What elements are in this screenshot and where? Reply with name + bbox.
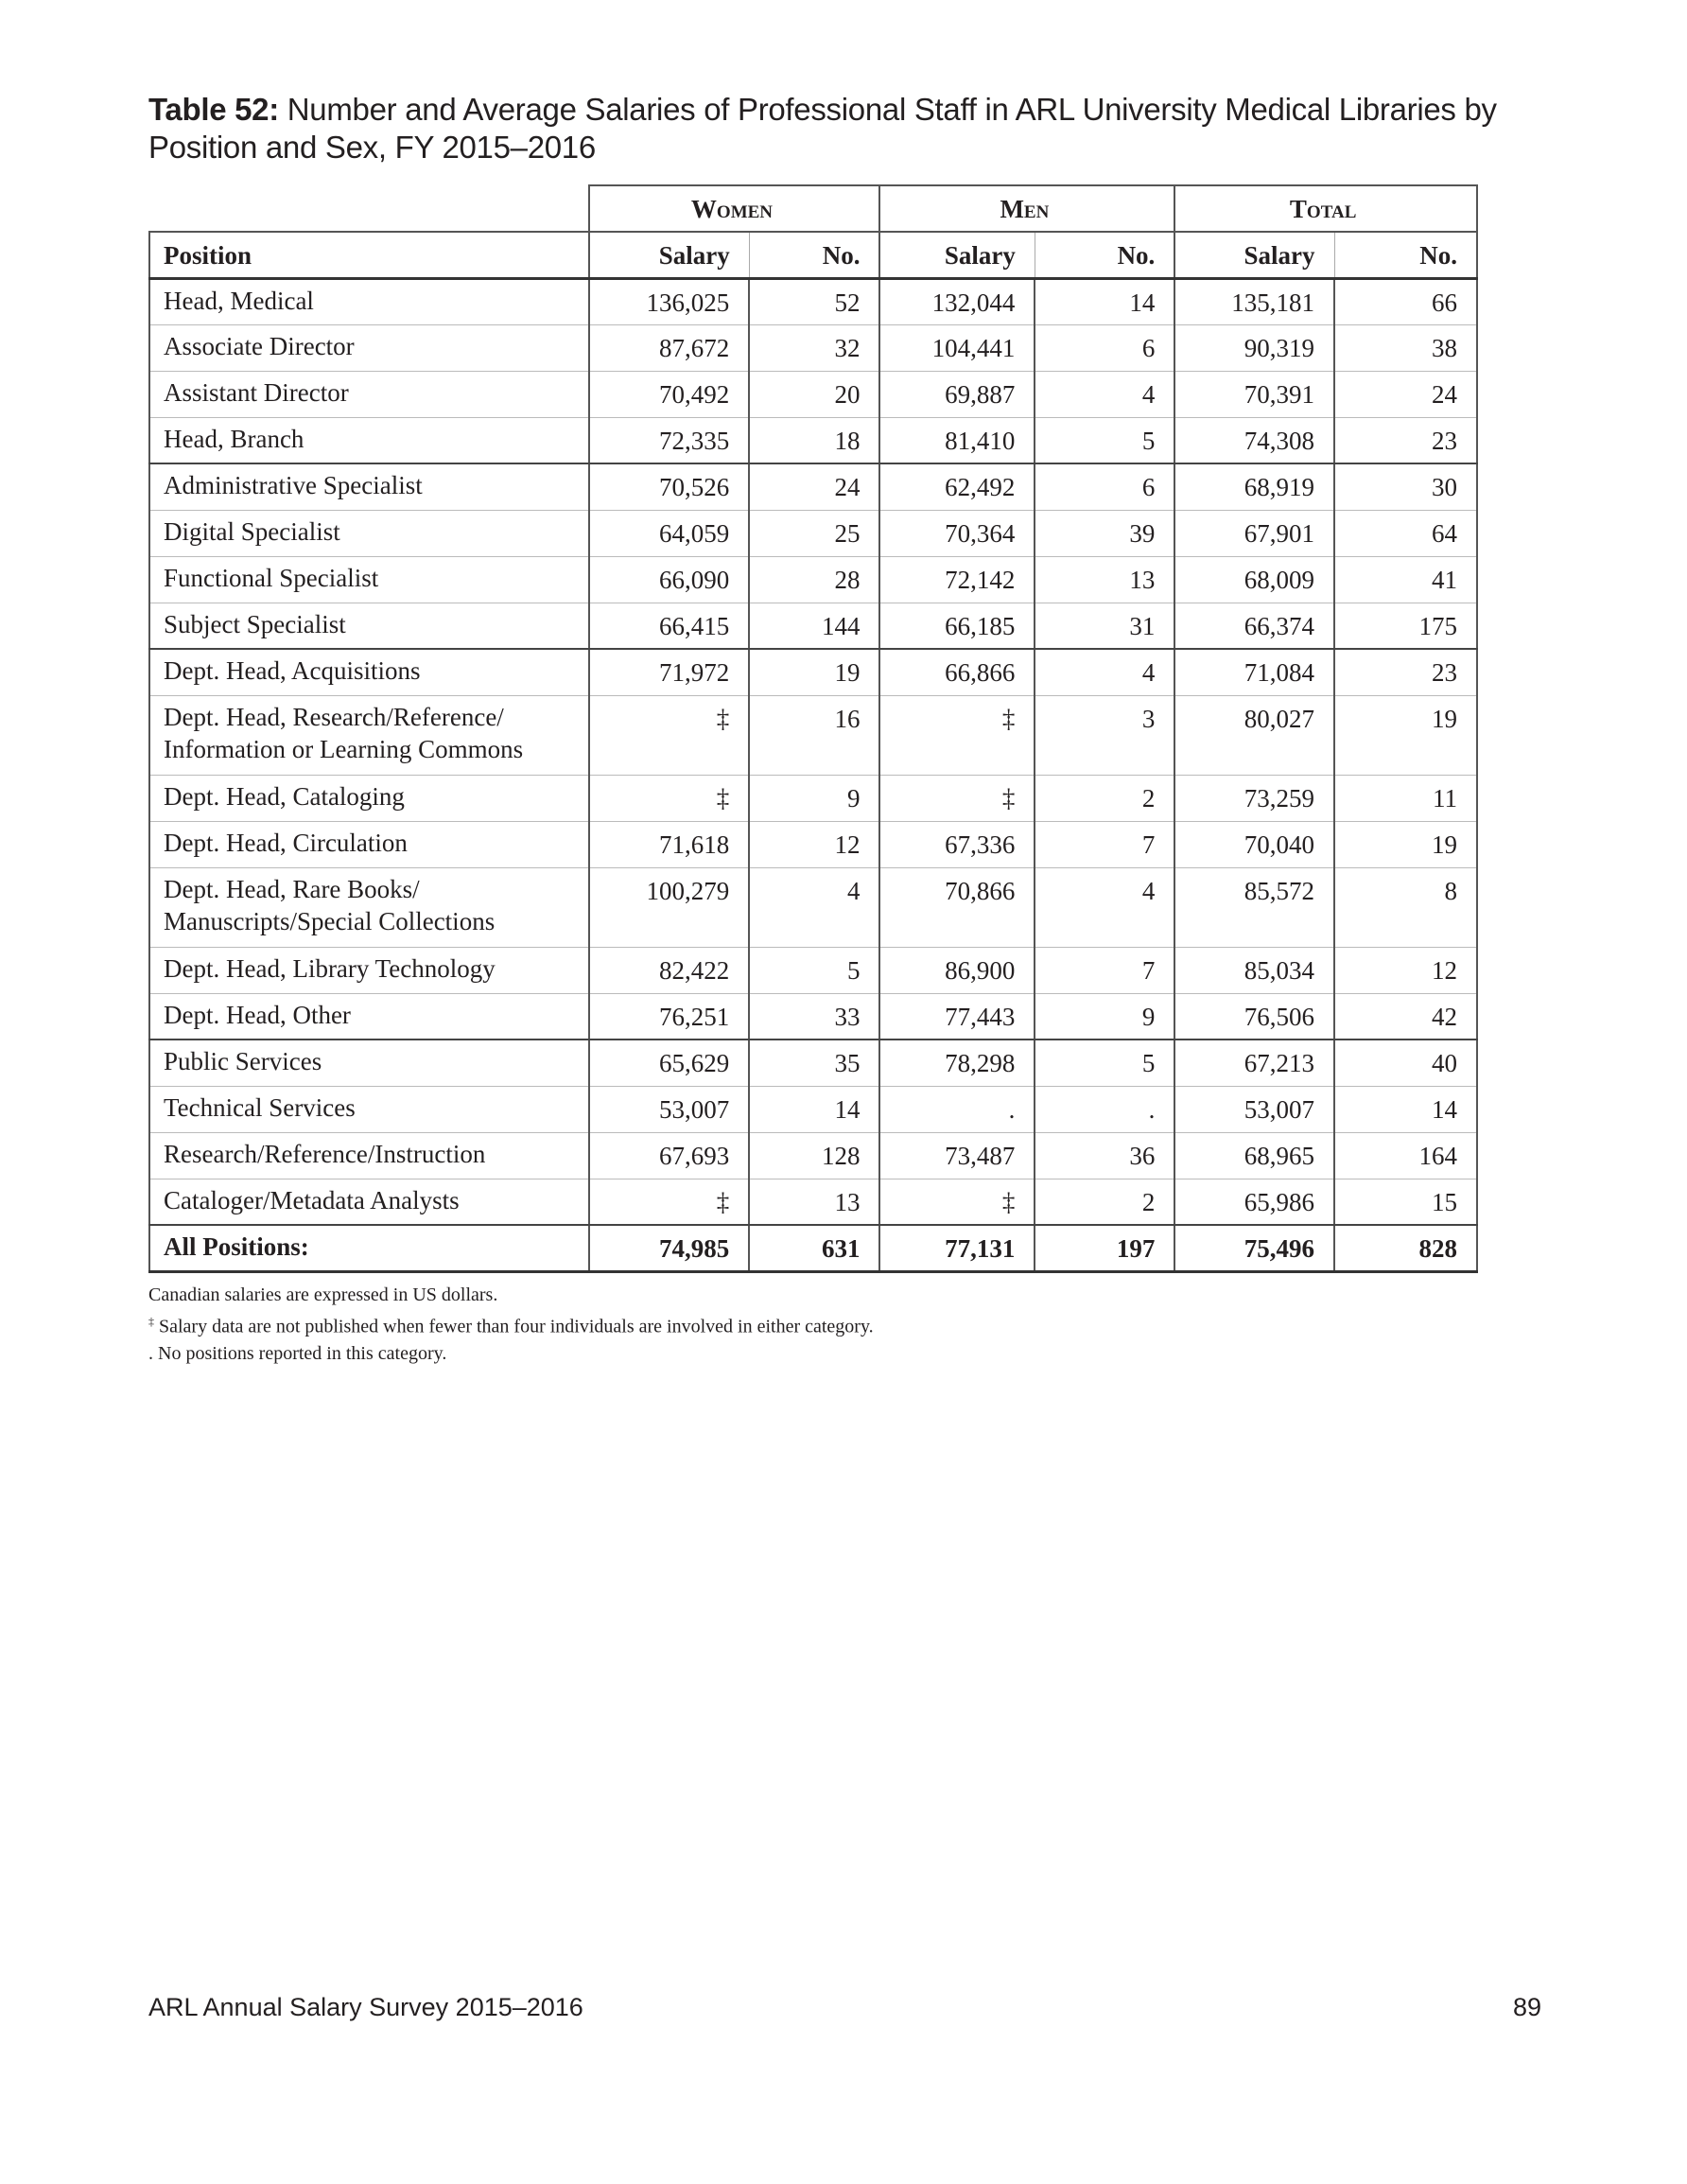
cell-men-salary: . [879,1086,1035,1132]
table-row [149,1132,1477,1179]
cell-total-no: 23 [1334,649,1477,695]
cell-men-no: 31 [1035,603,1174,649]
cell-total-no: 40 [1334,1040,1477,1086]
cell-men-no: 5 [1035,417,1174,463]
cell-men-salary: 77,131 [879,1225,1035,1271]
cell-men-no: 5 [1035,1040,1174,1086]
cell-position [149,867,589,947]
cell-women-salary: 82,422 [589,947,749,993]
cell-women-salary: 53,007 [589,1086,749,1132]
table-row [149,947,1477,993]
cell-women-no: 20 [749,371,879,417]
column-header-total-salary: Salary [1174,232,1334,278]
cell-men-salary: 77,443 [879,993,1035,1040]
footer-publication: ARL Annual Salary Survey 2015–2016 [148,1993,583,2021]
table-row [149,695,1477,775]
table-row [149,278,1477,324]
cell-total-no: 19 [1334,821,1477,867]
cell-women-salary: 76,251 [589,993,749,1040]
cell-women-no: 19 [749,649,879,695]
group-header-total: Total [1174,185,1477,232]
cell-men-salary: 78,298 [879,1040,1035,1086]
cell-total-no: 64 [1334,510,1477,556]
cell-total-salary: 71,084 [1174,649,1334,695]
cell-women-no: 12 [749,821,879,867]
cell-men-no: 2 [1035,775,1174,821]
cell-women-salary: 70,492 [589,371,749,417]
cell-total-salary: 85,572 [1174,867,1334,947]
blank-header-cell [149,185,589,232]
cell-men-no: 14 [1035,278,1174,324]
cell-men-salary: 70,364 [879,510,1035,556]
cell-men-salary: 62,492 [879,463,1035,510]
table-row [149,1086,1477,1132]
cell-men-salary: 70,866 [879,867,1035,947]
cell-total-no: 828 [1334,1225,1477,1271]
cell-women-no: 14 [749,1086,879,1132]
double-dagger-symbol: ‡ [148,1315,154,1328]
cell-total-no: 175 [1334,603,1477,649]
cell-total-salary: 66,374 [1174,603,1334,649]
cell-women-no: 631 [749,1225,879,1271]
table-body [149,278,1477,1271]
column-header-position: Position [149,232,589,278]
column-header-women-salary: Salary [589,232,749,278]
cell-men-salary: 132,044 [879,278,1035,324]
table-row [149,371,1477,417]
cell-position: Public Services [149,1040,589,1086]
cell-position: Head, Branch [149,417,589,463]
group-header-men: Men [879,185,1174,232]
cell-women-no: 33 [749,993,879,1040]
cell-women-no: 28 [749,556,879,603]
cell-women-salary: 71,618 [589,821,749,867]
cell-total-salary: 73,259 [1174,775,1334,821]
cell-total-no: 30 [1334,463,1477,510]
cell-total-salary: 68,919 [1174,463,1334,510]
cell-total-salary: 80,027 [1174,695,1334,775]
cell-total-salary: 74,308 [1174,417,1334,463]
cell-total-salary: 53,007 [1174,1086,1334,1132]
cell-total-no: 14 [1334,1086,1477,1132]
cell-women-no: 128 [749,1132,879,1179]
cell-men-no: 2 [1035,1179,1174,1225]
cell-men-salary: ‡ [879,1179,1035,1225]
table-row [149,1179,1477,1225]
cell-total-salary: 67,213 [1174,1040,1334,1086]
cell-men-no: 6 [1035,463,1174,510]
note-suppressed: ‡ Salary data are not published when fewer than four individuals are involved in either category. [148,1315,874,1337]
cell-total-salary: 70,040 [1174,821,1334,867]
cell-women-salary: 72,335 [589,417,749,463]
cell-women-no: 144 [749,603,879,649]
page-number: 89 [1512,1993,1541,2021]
cell-women-no: 24 [749,463,879,510]
cell-position: Cataloger/Metadata Analysts [149,1179,589,1225]
cell-position [149,695,589,775]
cell-position: Dept. Head, Library Technology [149,947,589,993]
table-row [149,556,1477,603]
column-header-women-no: No. [749,232,879,278]
cell-women-salary: 66,415 [589,603,749,649]
cell-women-salary: 100,279 [589,867,749,947]
table-row [149,775,1477,821]
cell-women-salary: ‡ [589,775,749,821]
cell-men-salary: 86,900 [879,947,1035,993]
cell-position: Administrative Specialist [149,463,589,510]
cell-women-no: 18 [749,417,879,463]
cell-total-no: 38 [1334,324,1477,371]
position-line-2: Manuscripts/Special Collections [164,906,496,935]
cell-total-salary: 85,034 [1174,947,1334,993]
cell-men-no: . [1035,1086,1174,1132]
cell-men-no: 7 [1035,821,1174,867]
table-row [149,867,1477,947]
cell-total-no: 11 [1334,775,1477,821]
cell-men-no: 4 [1035,371,1174,417]
cell-women-salary: 64,059 [589,510,749,556]
total-row [149,1225,1477,1271]
cell-men-salary: 104,441 [879,324,1035,371]
cell-total-no: 164 [1334,1132,1477,1179]
cell-women-salary: ‡ [589,695,749,775]
cell-women-salary: 70,526 [589,463,749,510]
cell-total-salary: 75,496 [1174,1225,1334,1271]
cell-women-salary: 71,972 [589,649,749,695]
cell-total-no: 41 [1334,556,1477,603]
cell-women-no: 4 [749,867,879,947]
cell-position: Subject Specialist [149,603,589,649]
cell-women-salary: ‡ [589,1179,749,1225]
table-row [149,417,1477,463]
cell-men-no: 6 [1035,324,1174,371]
cell-position: All Positions: [149,1225,589,1271]
table-row [149,649,1477,695]
cell-men-no: 3 [1035,695,1174,775]
cell-total-no: 23 [1334,417,1477,463]
cell-women-salary: 67,693 [589,1132,749,1179]
cell-total-salary: 70,391 [1174,371,1334,417]
table-row [149,993,1477,1040]
cell-total-no: 66 [1334,278,1477,324]
cell-position: Head, Medical [149,278,589,324]
cell-women-no: 32 [749,324,879,371]
cell-total-no: 8 [1334,867,1477,947]
table-title-text: Number and Average Salaries of Professional Staff in ARL University Medical Libraries by Position and Sex, FY 2015–2016 [148,92,1497,165]
cell-women-salary: 66,090 [589,556,749,603]
table-row [149,603,1477,649]
cell-women-no: 13 [749,1179,879,1225]
cell-position: Dept. Head, Other [149,993,589,1040]
cell-position: Associate Director [149,324,589,371]
cell-women-no: 5 [749,947,879,993]
cell-men-no: 4 [1035,649,1174,695]
cell-position: Assistant Director [149,371,589,417]
cell-men-salary: 81,410 [879,417,1035,463]
cell-women-salary: 87,672 [589,324,749,371]
position-line-2: Information or Learning Commons [164,734,524,763]
cell-men-salary: 66,185 [879,603,1035,649]
cell-total-salary: 68,009 [1174,556,1334,603]
table-row [149,821,1477,867]
note-no-positions: . No positions reported in this category. [148,1342,447,1364]
column-header-row [149,232,1477,278]
group-header-row [149,185,1477,232]
table-number: Table 52: [148,92,279,127]
cell-women-salary: 65,629 [589,1040,749,1086]
cell-women-no: 9 [749,775,879,821]
cell-total-no: 12 [1334,947,1477,993]
cell-men-salary: ‡ [879,695,1035,775]
table-row [149,324,1477,371]
position-line-1: Dept. Head, Rare Books/ [164,874,420,903]
cell-total-salary: 65,986 [1174,1179,1334,1225]
column-header-men-no: No. [1035,232,1174,278]
cell-position: Dept. Head, Cataloging [149,775,589,821]
cell-total-no: 24 [1334,371,1477,417]
cell-total-salary: 67,901 [1174,510,1334,556]
column-header-men-salary: Salary [879,232,1035,278]
cell-total-no: 15 [1334,1179,1477,1225]
note-currency: Canadian salaries are expressed in US dollars. [148,1284,498,1305]
page-title [148,91,1510,166]
cell-men-salary: 69,887 [879,371,1035,417]
table-row [149,510,1477,556]
cell-position: Dept. Head, Acquisitions [149,649,589,695]
cell-men-salary: 66,866 [879,649,1035,695]
cell-men-no: 36 [1035,1132,1174,1179]
table-row [149,1040,1477,1086]
group-header-women: Women [589,185,879,232]
cell-women-salary: 136,025 [589,278,749,324]
cell-men-no: 13 [1035,556,1174,603]
cell-men-no: 4 [1035,867,1174,947]
position-line-1: Dept. Head, Research/Reference/ [164,702,504,731]
cell-position: Dept. Head, Circulation [149,821,589,867]
cell-position: Digital Specialist [149,510,589,556]
cell-men-salary: 67,336 [879,821,1035,867]
column-header-total-no: No. [1334,232,1477,278]
table-notes [148,1282,874,1367]
cell-women-no: 16 [749,695,879,775]
table-row [149,463,1477,510]
cell-total-salary: 76,506 [1174,993,1334,1040]
cell-women-no: 52 [749,278,879,324]
cell-men-salary: 72,142 [879,556,1035,603]
cell-total-salary: 68,965 [1174,1132,1334,1179]
cell-men-no: 9 [1035,993,1174,1040]
cell-women-salary: 74,985 [589,1225,749,1271]
cell-men-no: 197 [1035,1225,1174,1271]
cell-total-no: 42 [1334,993,1477,1040]
cell-position: Functional Specialist [149,556,589,603]
cell-position: Technical Services [149,1086,589,1132]
cell-men-no: 39 [1035,510,1174,556]
cell-total-salary: 135,181 [1174,278,1334,324]
cell-total-salary: 90,319 [1174,324,1334,371]
cell-men-salary: ‡ [879,775,1035,821]
cell-men-salary: 73,487 [879,1132,1035,1179]
cell-women-no: 25 [749,510,879,556]
cell-women-no: 35 [749,1040,879,1086]
cell-men-no: 7 [1035,947,1174,993]
cell-position: Research/Reference/Instruction [149,1132,589,1179]
salary-table [148,184,1478,1273]
cell-total-no: 19 [1334,695,1477,775]
